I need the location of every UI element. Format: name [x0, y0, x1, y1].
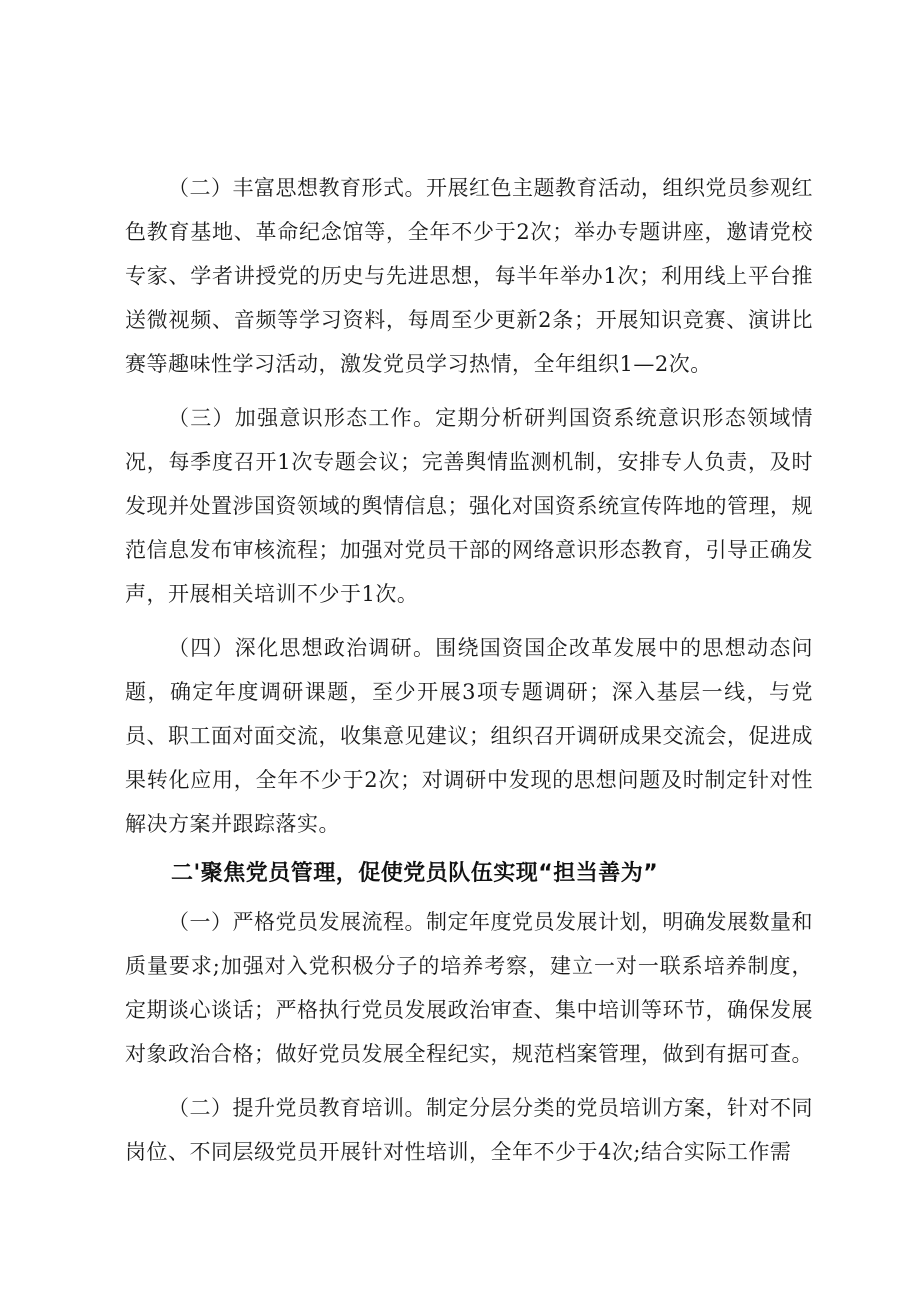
document-body	[125, 166, 813, 1174]
paragraph-political-research: （四）深化思想政治调研。围绕国资国企改革发展中的思想动态问题，确定年度调研课题，至少开展3项专题调研；深入基层一线，与党员、职工面对面交流，收集意见建议；组织召开调研成果交流会，促进成果转化应用，全年不少于2次；对调研中发现的思想问题及时制定针对性解决方案并跟踪落实。	[125, 636, 813, 836]
paragraph-member-education-training: （二）提升党员教育培训。制定分层分类的党员培训方案，针对不同岗位、不同层级党员开展针对性培训，全年不少于4次;结合实际工作需	[125, 1096, 813, 1164]
paragraph-ideology-work: （三）加强意识形态工作。定期分析研判国资系统意识形态领域情况，每季度召开1次专题会议；完善舆情监测机制，安排专人负责，及时发现并处置涉国资领域的舆情信息；强化对国资系统宣传阵地的管理，规范信息发布审核流程；加强对党员干部的网络意识形态教育，引导正确发声，开展相关培训不少于1次。	[125, 406, 813, 606]
paragraph-enrich-education-forms: （二）丰富思想教育形式。开展红色主题教育活动，组织党员参观红色教育基地、革命纪念馆等，全年不少于2次；举办专题讲座，邀请党校专家、学者讲授党的历史与先进思想，每半年举办1次；利用线上平台推送微视频、音频等学习资料，每周至少更新2条；开展知识竞赛、演讲比赛等趣味性学习活动，激发党员学习热情，全年组织1—2次。	[125, 176, 813, 376]
paragraph-member-development-process: （一）严格党员发展流程。制定年度党员发展计划，明确发展数量和质量要求;加强对入党积极分子的培养考察，建立一对一联系培养制度，定期谈心谈话；严格执行党员发展政治审查、集中培训等环节，确保发展对象政治合格；做好党员发展全程纪实，规范档案管理，做到有据可查。	[125, 910, 813, 1066]
section-heading-party-member-management: 二'聚焦党员管理，促使党员队伍实现“担当善为”	[171, 861, 659, 886]
